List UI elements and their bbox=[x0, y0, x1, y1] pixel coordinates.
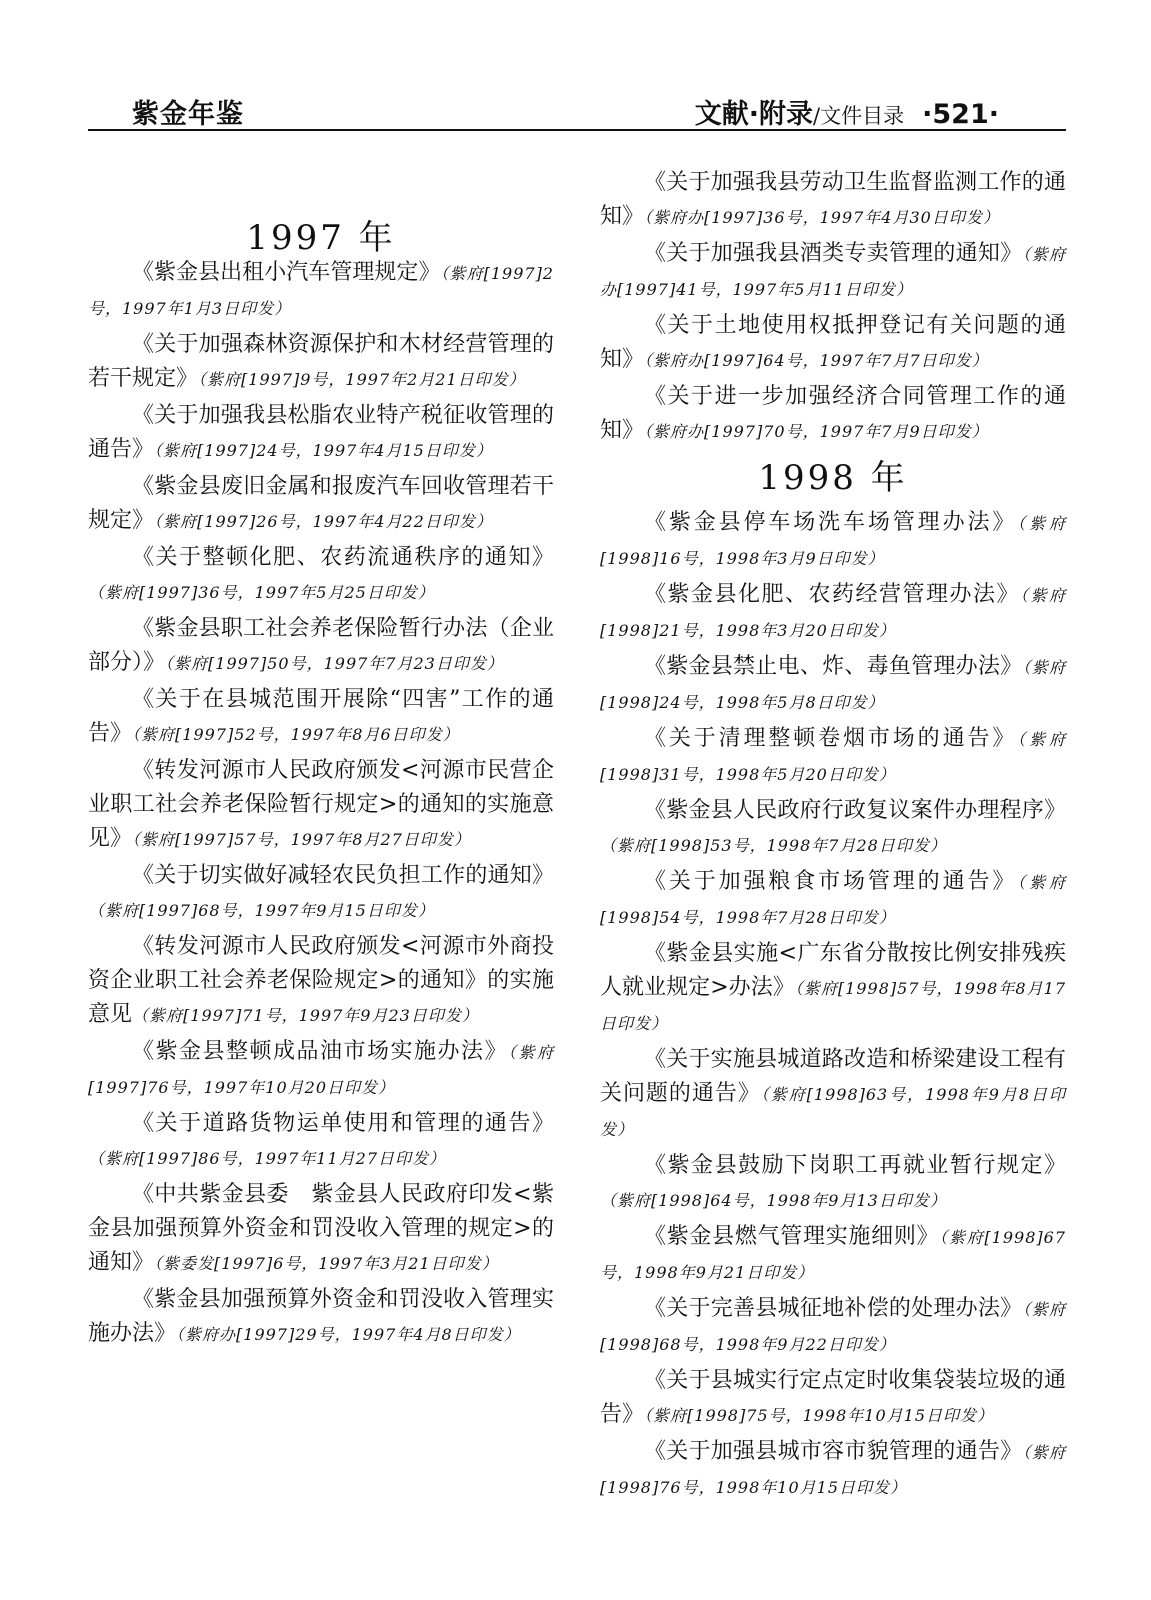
entry-title: 《紫金县禁止电、炸、毒鱼管理办法》 bbox=[644, 654, 1023, 679]
entry-title: 《关于加强我县松脂农业特产税征收管理的通告》 bbox=[88, 403, 554, 462]
entry-title: 《紫金县停车场洗车场管理办法》 bbox=[644, 510, 1018, 535]
document-entry bbox=[88, 256, 554, 326]
entry-ref: （紫府[1998]16号，1998年3月9日印发） bbox=[600, 514, 1066, 568]
entry-ref: （紫府[1998]75号，1998年10月15日印发） bbox=[644, 1406, 995, 1425]
entry-title: 《关于加强我县劳动卫生监督监测工作的通知》 bbox=[600, 170, 1066, 229]
entry-ref: （紫府[1998]21号，1998年3月20日印发） bbox=[600, 586, 1066, 640]
entry-title: 《关于整顿化肥、农药流通秩序的通知》 bbox=[132, 545, 554, 570]
document-entry bbox=[88, 1283, 554, 1352]
document-entry bbox=[88, 470, 554, 539]
entry-ref: （紫府[1998]54号，1998年7月28日印发） bbox=[600, 873, 1066, 927]
entry-title: 《紫金县化肥、农药经营管理办法》 bbox=[644, 582, 1020, 607]
book-title: 紫金年鉴 bbox=[132, 99, 244, 130]
document-entry bbox=[600, 506, 1066, 576]
document-entry bbox=[600, 1149, 1066, 1218]
entry-ref: （紫府[1997]9号，1997年2月21日印发） bbox=[198, 370, 526, 389]
year-heading-1998: 1998 年 bbox=[758, 458, 908, 498]
header-rule bbox=[88, 129, 1066, 131]
entry-title: 《紫金县燃气管理实施细则》 bbox=[644, 1224, 940, 1249]
entry-title: 《转发河源市人民政府颁发<河源市民营企业职工社会养老保险暂行规定>的通知的实施意见》 bbox=[88, 758, 554, 851]
entry-title: 《关于完善县城征地补偿的处理办法》 bbox=[644, 1296, 1023, 1321]
entry-title: 《关于加强县城市容市貌管理的通告》 bbox=[644, 1439, 1023, 1464]
entry-ref: （紫府[1998]24号，1998年5月8日印发） bbox=[600, 658, 1066, 712]
document-entry bbox=[600, 865, 1066, 935]
document-entry bbox=[600, 794, 1066, 863]
entry-ref: （紫府[1998]64号，1998年9月13日印发） bbox=[600, 1191, 947, 1210]
entry-ref: （紫府[1997]36号，1997年5月25日印发） bbox=[88, 583, 435, 602]
entry-ref: （紫府[1997]26号，1997年4月22日印发） bbox=[154, 512, 493, 531]
entry-list-1997-right bbox=[600, 166, 1066, 451]
entry-ref: （紫府[1998]67号，1998年9月21日印发） bbox=[600, 1228, 1066, 1282]
entry-list-1997-left bbox=[88, 256, 554, 1354]
entry-ref: （紫府办[1997]64号，1997年7月7日印发） bbox=[644, 351, 989, 370]
entry-ref: （紫府办[1997]29号，1997年4月8日印发） bbox=[176, 1325, 521, 1344]
document-entry bbox=[600, 578, 1066, 648]
document-entry bbox=[88, 1178, 554, 1281]
subsection-title: /文件目录 bbox=[813, 104, 905, 128]
document-entry bbox=[88, 399, 554, 468]
document-entry bbox=[600, 1043, 1066, 1147]
entry-title: 《紫金县人民政府行政复议案件办理程序》 bbox=[644, 798, 1066, 823]
document-entry bbox=[88, 328, 554, 397]
entry-title: 《关于在县城范围开展除“四害”工作的通告》 bbox=[88, 687, 554, 746]
document-entry bbox=[600, 1364, 1066, 1433]
entry-title: 《关于切实做好减轻农民负担工作的通知》 bbox=[132, 863, 554, 888]
entry-title: 《紫金县加强预算外资金和罚没收入管理实施办法》 bbox=[88, 1287, 554, 1346]
year-heading-1997: 1997 年 bbox=[246, 218, 396, 258]
document-entry bbox=[88, 1107, 554, 1176]
section-heading bbox=[695, 92, 999, 131]
document-entry bbox=[600, 1220, 1066, 1290]
entry-title: 《转发河源市人民政府颁发<河源市外商投资企业职工社会养老保险规定>的通知》的实施意见 bbox=[88, 934, 554, 1027]
entry-ref: （紫府办[1997]70号，1997年7月9日印发） bbox=[644, 422, 989, 441]
entry-title: 《紫金县整顿成品油市场实施办法》 bbox=[132, 1039, 508, 1064]
entry-ref: （紫府[1998]57号，1998年8月17日印发） bbox=[600, 979, 1067, 1033]
section-title: 文献·附录 bbox=[694, 99, 814, 130]
entry-title: 《紫金县鼓励下岗职工再就业暂行规定》 bbox=[644, 1153, 1066, 1178]
entry-title: 《紫金县废旧金属和报废汽车回收管理若干规定》 bbox=[88, 474, 554, 533]
document-entry bbox=[600, 166, 1066, 235]
page-number: ·521· bbox=[922, 99, 999, 130]
entry-ref: （紫府[1997]86号，1997年11月27日印发） bbox=[88, 1149, 447, 1168]
document-entry bbox=[600, 722, 1066, 792]
entry-ref: （紫府[1998]68号，1998年9月22日印发） bbox=[600, 1300, 1066, 1354]
entry-title: 《关于土地使用权抵押登记有关问题的通知》 bbox=[600, 313, 1066, 372]
document-entry bbox=[88, 683, 554, 752]
entry-title: 《关于加强粮食市场管理的通告》 bbox=[644, 869, 1018, 894]
document-entry bbox=[600, 237, 1066, 307]
entry-title: 《关于加强森林资源保护和木材经营管理的若干规定》 bbox=[88, 332, 554, 391]
document-entry bbox=[600, 650, 1066, 720]
entry-title: 《紫金县职工社会养老保险暂行办法（企业部分）》 bbox=[88, 616, 554, 675]
entry-ref: （紫府[1997]68号，1997年9月15日印发） bbox=[88, 901, 435, 920]
entry-title: 《关于清理整顿卷烟市场的通告》 bbox=[644, 726, 1018, 751]
entry-title: 《关于县城实行定点定时收集袋装垃圾的通告》 bbox=[600, 1368, 1066, 1427]
document-entry bbox=[600, 309, 1066, 378]
document-entry bbox=[88, 754, 554, 857]
document-entry bbox=[88, 612, 554, 681]
document-entry bbox=[88, 930, 554, 1033]
entry-title: 《关于道路货物运单使用和管理的通告》 bbox=[132, 1111, 554, 1136]
document-entry bbox=[88, 859, 554, 928]
document-entry bbox=[600, 937, 1066, 1041]
entry-title: 《中共紫金县委 紫金县人民政府印发<紫金县加强预算外资金和罚没收入管理的规定>的通知》 bbox=[88, 1182, 554, 1275]
entry-ref: （紫委发[1997]6号，1997年3月21日印发） bbox=[154, 1254, 499, 1273]
entry-ref: （紫府[1997]76号，1997年10月20日印发） bbox=[88, 1043, 554, 1097]
entry-title: 《关于实施县城道路改造和桥梁建设工程有关问题的通告》 bbox=[600, 1047, 1066, 1106]
entry-ref: （紫府[1998]63号，1998年9月8日印发） bbox=[600, 1085, 1066, 1139]
entry-ref: （紫府[1998]31号，1998年5月20日印发） bbox=[600, 730, 1066, 784]
document-entry bbox=[88, 1035, 554, 1105]
entry-title: 《关于加强我县酒类专卖管理的通知》 bbox=[644, 241, 1023, 266]
entry-list-1998 bbox=[600, 506, 1066, 1507]
entry-title: 《紫金县出租小汽车管理规定》 bbox=[132, 260, 441, 285]
document-entry bbox=[600, 1435, 1066, 1505]
entry-ref: （紫府办[1997]41号，1997年5月11日印发） bbox=[600, 245, 1066, 299]
document-entry bbox=[600, 1292, 1066, 1362]
document-entry bbox=[88, 541, 554, 610]
entry-ref: （紫府[1997]50号，1997年7月23日印发） bbox=[165, 654, 504, 673]
entry-ref: （紫府[1997]71号，1997年9月23日印发） bbox=[132, 1006, 479, 1025]
entry-ref: （紫府[1997]24号，1997年4月15日印发） bbox=[154, 441, 493, 460]
entry-ref: （紫府[1998]53号，1998年7月28日印发） bbox=[600, 836, 947, 855]
document-entry bbox=[600, 380, 1066, 449]
entry-title: 《紫金县实施<广东省分散按比例安排残疾人就业规定>办法》 bbox=[600, 941, 1066, 1000]
entry-ref: （紫府[1997]2号，1997年1月3日印发） bbox=[88, 264, 554, 318]
entry-ref: （紫府办[1997]36号，1997年4月30日印发） bbox=[644, 208, 1000, 227]
entry-ref: （紫府[1997]57号，1997年8月27日印发） bbox=[132, 830, 471, 849]
entry-ref: （紫府[1997]52号，1997年8月6日印发） bbox=[132, 725, 460, 744]
entry-ref: （紫府[1998]76号，1998年10月15日印发） bbox=[600, 1443, 1066, 1497]
entry-title: 《关于进一步加强经济合同管理工作的通知》 bbox=[600, 384, 1066, 443]
